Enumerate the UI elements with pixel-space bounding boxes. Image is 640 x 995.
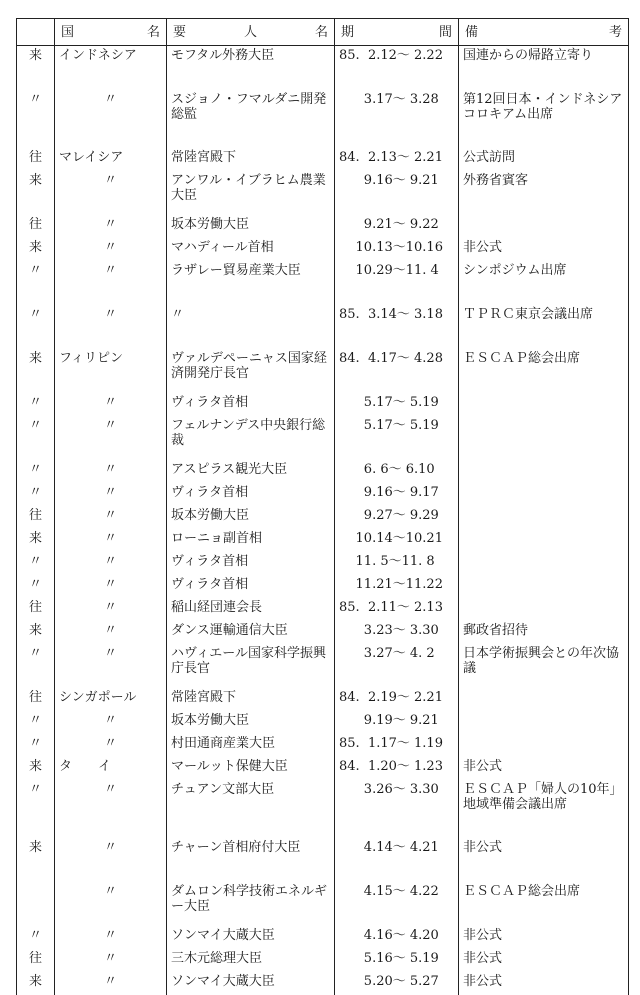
period-cell: 5.17～ 5.19 [335,416,459,460]
table-row [17,483,629,506]
period-cell: 84. 2.13～ 2.21 [335,148,459,171]
period-cell: 5.17～ 5.19 [335,393,459,416]
period-cell: 9.16～ 9.21 [335,171,459,215]
period-cell: 85. 3.14～ 3.18 [335,305,459,349]
remarks-cell [459,552,629,575]
country-cell: 〃 [55,90,167,148]
direction-cell: 〃 [17,575,55,598]
period-cell: 84. 4.17～ 4.28 [335,349,459,393]
country-cell: 〃 [55,621,167,644]
period-cell: 10.29～11. 4 [335,261,459,305]
period-cell: 9.27～ 9.29 [335,506,459,529]
table-row [17,393,629,416]
table-row [17,349,629,393]
remarks-cell: ＥＳＣＡＰ「婦人の10年」地域準備会議出席 [459,780,629,838]
table-row [17,460,629,483]
table-row [17,838,629,882]
table-row [17,621,629,644]
country-cell: 〃 [55,780,167,838]
remarks-cell: ＥＳＣＡＰ総会出席 [459,882,629,926]
country-cell: タ イ [55,757,167,780]
direction-cell: 来 [17,46,55,91]
person-cell: マールット保健大臣 [167,757,335,780]
country-cell: 〃 [55,972,167,995]
person-cell: ラザレー貿易産業大臣 [167,261,335,305]
header-remarks-char: 考 [609,25,622,40]
direction-cell: 来 [17,171,55,215]
table-row [17,972,629,995]
remarks-cell [459,460,629,483]
period-cell: 3.23～ 3.30 [335,621,459,644]
table-row [17,926,629,949]
table-row [17,46,629,91]
country-cell: 〃 [55,598,167,621]
period-cell: 85. 1.17～ 1.19 [335,734,459,757]
direction-cell: 往 [17,506,55,529]
remarks-cell: 非公式 [459,757,629,780]
direction-cell: 〃 [17,261,55,305]
direction-cell: 往 [17,215,55,238]
country-cell: 〃 [55,261,167,305]
country-cell: 〃 [55,734,167,757]
person-cell: 村田通商産業大臣 [167,734,335,757]
table-row [17,305,629,349]
period-cell: 5.20～ 5.27 [335,972,459,995]
direction-cell: 来 [17,621,55,644]
table-row [17,506,629,529]
country-cell: 〃 [55,529,167,552]
person-cell: ヴィラタ首相 [167,483,335,506]
direction-cell: 来 [17,972,55,995]
table-row [17,734,629,757]
remarks-cell: 国連からの帰路立寄り [459,46,629,91]
remarks-cell: 非公式 [459,838,629,882]
direction-cell: 〃 [17,780,55,838]
period-cell: 10.13～10.16 [335,238,459,261]
country-cell: 〃 [55,552,167,575]
person-cell: 常陸宮殿下 [167,148,335,171]
header-country [55,19,167,46]
table-row [17,575,629,598]
period-cell: 6. 6～ 6.10 [335,460,459,483]
direction-cell: 往 [17,688,55,711]
period-cell: 4.15～ 4.22 [335,882,459,926]
country-cell: 〃 [55,238,167,261]
period-cell: 5.16～ 5.19 [335,949,459,972]
country-cell: マレイシア [55,148,167,171]
country-cell: 〃 [55,215,167,238]
direction-cell: 〃 [17,460,55,483]
remarks-cell: 非公式 [459,238,629,261]
person-cell: フェルナンデス中央銀行総裁 [167,416,335,460]
table-row [17,238,629,261]
period-cell: 4.16～ 4.20 [335,926,459,949]
period-cell: 9.21～ 9.22 [335,215,459,238]
person-cell: アスピラス観光大臣 [167,460,335,483]
table-row [17,552,629,575]
person-cell: 坂本労働大臣 [167,506,335,529]
table-body [17,46,629,995]
person-cell: スジョノ・フマルダニ開発総監 [167,90,335,148]
person-cell: ヴァルデペーニャス国家経済開発庁長官 [167,349,335,393]
country-cell: 〃 [55,926,167,949]
period-cell: 3.27～ 4. 2 [335,644,459,688]
table-row [17,688,629,711]
visits-table [16,18,629,995]
remarks-cell: 外務省賓客 [459,171,629,215]
header-period-char: 間 [439,25,452,40]
table-row [17,171,629,215]
country-cell: 〃 [55,305,167,349]
direction-cell [17,882,55,926]
remarks-cell [459,711,629,734]
period-cell: 11. 5～11. 8 [335,552,459,575]
country-cell: 〃 [55,393,167,416]
direction-cell: 〃 [17,416,55,460]
person-cell: 坂本労働大臣 [167,711,335,734]
direction-cell: 来 [17,349,55,393]
period-cell: 9.19～ 9.21 [335,711,459,734]
remarks-cell: 日本学術振興会との年次協議 [459,644,629,688]
remarks-cell [459,688,629,711]
direction-cell: 〃 [17,305,55,349]
direction-cell: 来 [17,838,55,882]
period-cell: 84. 2.19～ 2.21 [335,688,459,711]
person-cell: ソンマイ大蔵大臣 [167,926,335,949]
person-cell: チュアン文部大臣 [167,780,335,838]
person-cell: マハディール首相 [167,238,335,261]
country-cell: 〃 [55,949,167,972]
remarks-cell [459,215,629,238]
period-cell: 85. 2.11～ 2.13 [335,598,459,621]
person-cell: ヴィラタ首相 [167,575,335,598]
country-cell: フィリピン [55,349,167,393]
country-cell: 〃 [55,416,167,460]
direction-cell: 〃 [17,393,55,416]
direction-cell: 往 [17,949,55,972]
table-row [17,780,629,838]
country-cell: 〃 [55,460,167,483]
header-remarks [459,19,629,46]
direction-cell: 〃 [17,734,55,757]
header-period [335,19,459,46]
period-cell: 9.16～ 9.17 [335,483,459,506]
country-cell: 〃 [55,575,167,598]
person-cell: ソンマイ大蔵大臣 [167,972,335,995]
direction-cell: 〃 [17,90,55,148]
period-cell: 85. 2.12～ 2.22 [335,46,459,91]
table-row [17,529,629,552]
direction-cell: 〃 [17,552,55,575]
direction-cell: 来 [17,529,55,552]
header-country-char: 国 [61,25,74,40]
remarks-cell [459,575,629,598]
person-cell: ダンス運輸通信大臣 [167,621,335,644]
direction-cell: 〃 [17,926,55,949]
person-cell: 三木元総理大臣 [167,949,335,972]
table-row [17,882,629,926]
remarks-cell [459,416,629,460]
country-cell: 〃 [55,882,167,926]
table-header [17,19,629,46]
remarks-cell: 第12回日本・インドネシアコロキアム出席 [459,90,629,148]
remarks-cell: 非公式 [459,972,629,995]
table-row [17,148,629,171]
direction-cell: 来 [17,238,55,261]
period-cell: 11.21～11.22 [335,575,459,598]
header-direction [17,19,55,46]
header-remarks-char: 備 [465,25,478,40]
header-person-char: 要 [173,25,186,40]
direction-cell: 〃 [17,483,55,506]
remarks-cell: 非公式 [459,926,629,949]
remarks-cell: 郵政省招待 [459,621,629,644]
country-cell: 〃 [55,838,167,882]
country-cell: インドネシア [55,46,167,91]
direction-cell: 往 [17,148,55,171]
table-row [17,711,629,734]
remarks-cell: シンポジウム出席 [459,261,629,305]
period-cell: 3.26～ 3.30 [335,780,459,838]
person-cell: ヴィラタ首相 [167,552,335,575]
header-period-char: 期 [341,25,354,40]
person-cell: 〃 [167,305,335,349]
remarks-cell [459,734,629,757]
table-row [17,416,629,460]
person-cell: 常陸宮殿下 [167,688,335,711]
country-cell: 〃 [55,483,167,506]
table-row [17,949,629,972]
header-person-char: 人 [244,25,257,40]
remarks-cell [459,393,629,416]
table-row [17,261,629,305]
person-cell: チャーン首相府付大臣 [167,838,335,882]
person-cell: 稲山経団連会長 [167,598,335,621]
country-cell: 〃 [55,506,167,529]
header-person-char: 名 [315,25,328,40]
period-cell: 3.17～ 3.28 [335,90,459,148]
person-cell: ダムロン科学技術エネルギー大臣 [167,882,335,926]
country-cell: シンガポール [55,688,167,711]
direction-cell: 往 [17,598,55,621]
country-cell: 〃 [55,171,167,215]
person-cell: ローニョ副首相 [167,529,335,552]
country-cell: 〃 [55,644,167,688]
direction-cell: 来 [17,757,55,780]
person-cell: モフタル外務大臣 [167,46,335,91]
table-row [17,215,629,238]
country-cell: 〃 [55,711,167,734]
table-row [17,90,629,148]
remarks-cell: 非公式 [459,949,629,972]
remarks-cell [459,483,629,506]
table-row [17,644,629,688]
person-cell: ハヴィエール国家科学振興庁長官 [167,644,335,688]
direction-cell: 〃 [17,711,55,734]
table-row [17,757,629,780]
header-person [167,19,335,46]
remarks-cell: 公式訪問 [459,148,629,171]
period-cell: 10.14～10.21 [335,529,459,552]
remarks-cell [459,529,629,552]
period-cell: 84. 1.20～ 1.23 [335,757,459,780]
person-cell: アンワル・イブラヒム農業大臣 [167,171,335,215]
table-row [17,598,629,621]
remarks-cell: ＴＰＲＣ東京会議出席 [459,305,629,349]
remarks-cell: ＥＳＣＡＰ総会出席 [459,349,629,393]
remarks-cell [459,598,629,621]
person-cell: 坂本労働大臣 [167,215,335,238]
direction-cell: 〃 [17,644,55,688]
header-country-char: 名 [147,25,160,40]
person-cell: ヴィラタ首相 [167,393,335,416]
period-cell: 4.14～ 4.21 [335,838,459,882]
remarks-cell [459,506,629,529]
